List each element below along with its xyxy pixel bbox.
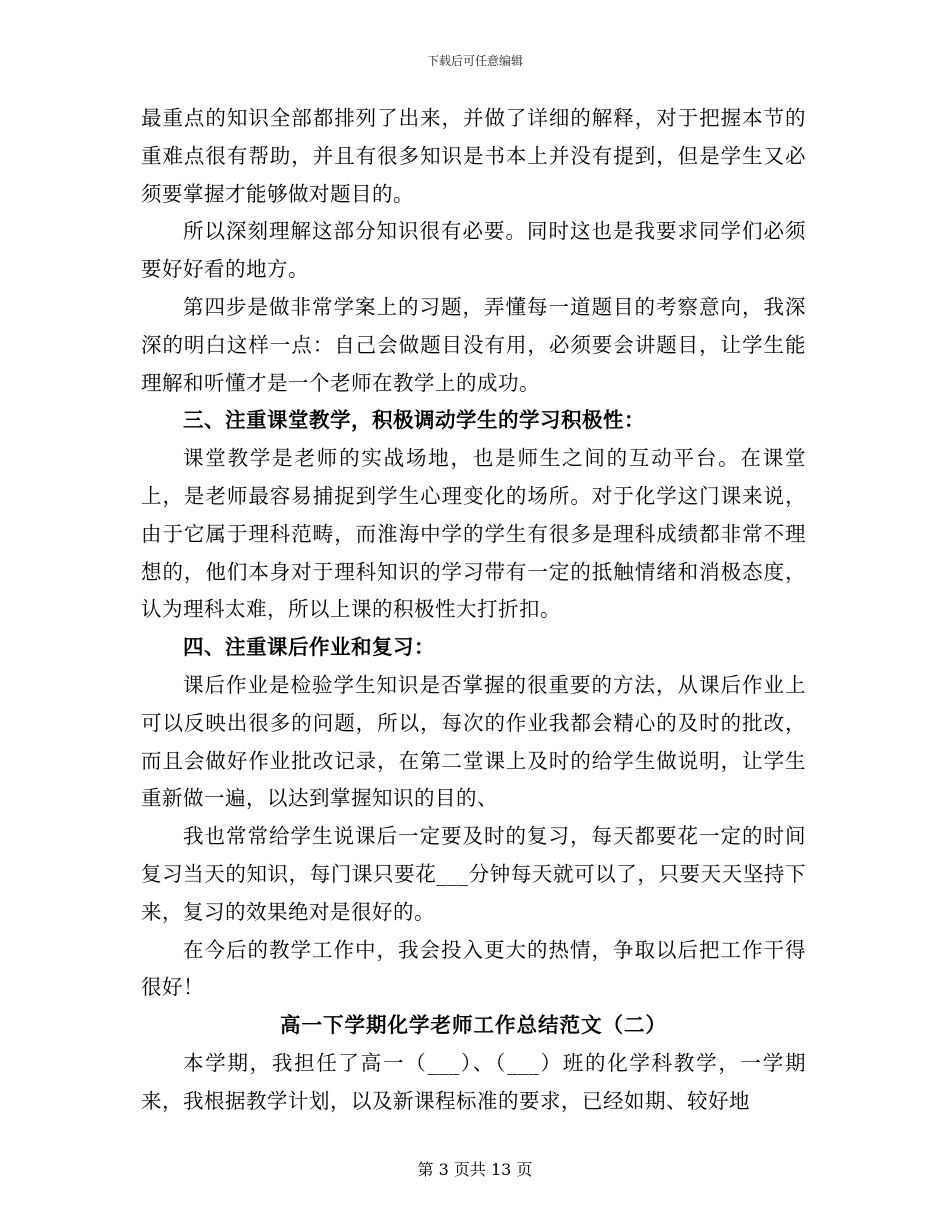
- paragraph: 课后作业是检验学生知识是否掌握的很重要的方法，从课后作业上可以反映出很多的问题，所以，每次的作业我都会精心的及时的批改，而且会做好作业批改记录，在第二堂课上及时的给学生做说明，让学生重新做一遍，以达到掌握知识的目的、: [141, 672, 806, 811]
- document-body: [141, 100, 806, 1121]
- paragraph: 第四步是做非常学案上的习题，弄懂每一道题目的考察意向，我深深的明白这样一点：自己会做题目没有用，必须要会讲题目，让学生能理解和听懂才是一个老师在教学上的成功。: [141, 294, 806, 395]
- section-heading-4: 四、注重课后作业和复习：: [183, 635, 435, 660]
- page-footer: 第 3 页共 13 页: [417, 1160, 533, 1179]
- paragraph-continuation: 最重点的知识全部都排列了出来，并做了详细的解释，对于把握本节的重难点很有帮助，并且有很多知识是书本上并没有提到，但是学生又必须要掌握才能够做对题目的。: [141, 106, 806, 206]
- section-heading-3: 三、注重课堂教学，积极调动学生的学习积极性：: [183, 408, 645, 433]
- page-header: 下载后可任意编辑: [426, 54, 523, 68]
- paragraph: 所以深刻理解这部分知识很有必要。同时这也是我要求同学们必须要好好看的地方。: [141, 219, 806, 282]
- paragraph: 我也常常给学生说课后一定要及时的复习，每天都要花一定的时间复习当天的知识，每门课只要花___分钟每天就可以了，只要天天坚持下来，复习的效果绝对是很好的。: [141, 824, 806, 924]
- document-title: 高一下学期化学老师工作总结范文（二）: [280, 1013, 667, 1038]
- paragraph: 在今后的教学工作中，我会投入更大的热情，争取以后把工作干得很好！: [141, 937, 806, 1000]
- paragraph: 本学期，我担任了高一（___）、（___）班的化学科教学，一学期来，我根据教学计划，以及新课程标准的要求，已经如期、较好地: [141, 1050, 806, 1113]
- paragraph: 课堂教学是老师的实战场地，也是师生之间的互动平台。在课堂上，是老师最容易捕捉到学生心理变化的场所。对于化学这门课来说，由于它属于理科范畴，而淮海中学的学生有很多是理科成绩都非常不理想的，他们本身对于理科知识的学习带有一定的抵触情绪和消极态度，认为理科太难，所以上课的积极性大打折扣。: [141, 446, 806, 622]
